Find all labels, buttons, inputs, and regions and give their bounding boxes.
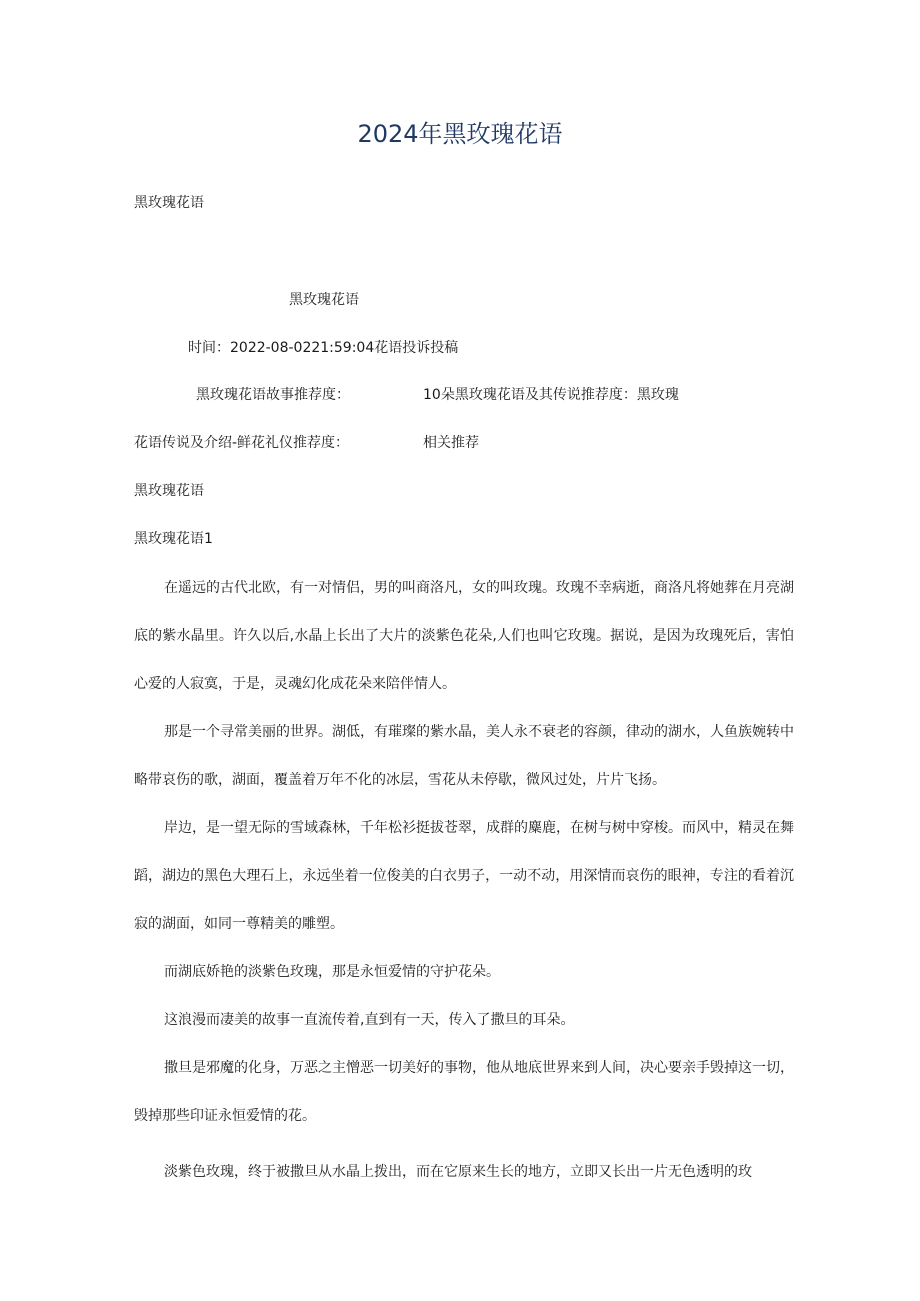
paragraph: 岸边，是一望无际的雪域森林，千年松衫挺拔苍翠，成群的麋鹿，在树与树中穿梭。而风中，精灵在舞蹈，湖边的黑色大理石上，永远坐着一位俊美的白衣男子，一动不动，用深情而哀伤的眼神，专注的看着沉寂的湖面，如同一尊精美的雕塑。	[134, 820, 794, 932]
paragraph: 而湖底娇艳的淡紫色玫瑰，那是永恒爱情的守护花朵。	[164, 964, 500, 980]
recommend-row1-left[interactable]: 黑玫瑰花语故事推荐度：	[196, 387, 350, 403]
section-title: 黑玫瑰花语	[134, 483, 204, 499]
paragraph: 这浪漫而凄美的故事一直流传着,直到有一天，传入了撒旦的耳朵。	[164, 1012, 575, 1028]
recommend-row1-right[interactable]: 10朵黑玫瑰花语及其传说推荐度：黑玫瑰	[423, 387, 679, 403]
recommend-row2-left[interactable]: 花语传说及介绍-鲜花礼仪推荐度：	[134, 435, 350, 451]
meta-line: 时间：2022-08-0221:59:04花语投诉投稿	[188, 340, 459, 356]
recommend-row2-right[interactable]: 相关推荐	[423, 435, 479, 451]
article-heading: 黑玫瑰花语	[289, 292, 359, 308]
paragraph: 那是一个寻常美丽的世界。湖低，有璀璨的紫水晶，美人永不衰老的容颜，律动的湖水，人鱼族婉转中略带哀伤的歌，湖面，覆盖着万年不化的冰层，雪花从未停歇，微风过处，片片飞扬。	[134, 724, 794, 788]
section-subtitle: 黑玫瑰花语1	[134, 531, 213, 547]
subtitle: 黑玫瑰花语	[134, 195, 204, 211]
document-title: 2024年黑玫瑰花语	[357, 120, 563, 148]
paragraph: 撒旦是邪魔的化身，万恶之主憎恶一切美好的事物，他从地底世界来到人间，决心要亲手毁掉这一切，毁掉那些印证永恒爱情的花。	[134, 1060, 794, 1124]
paragraph: 在遥远的古代北欧，有一对情侣，男的叫商洛凡，女的叫玫瑰。玫瑰不幸病逝，商洛凡将她葬在月亮湖底的紫水晶里。许久以后,水晶上长出了大片的淡紫色花朵,人们也叫它玫瑰。据说，是因为玫瑰死后，害怕心爱的人寂寞，于是，灵魂幻化成花朵来陪伴情人。	[134, 580, 794, 692]
paragraph: 淡紫色玫瑰，终于被撒旦从水晶上拨出，而在它原来生长的地方，立即又长出一片无色透明的玫	[164, 1164, 752, 1180]
